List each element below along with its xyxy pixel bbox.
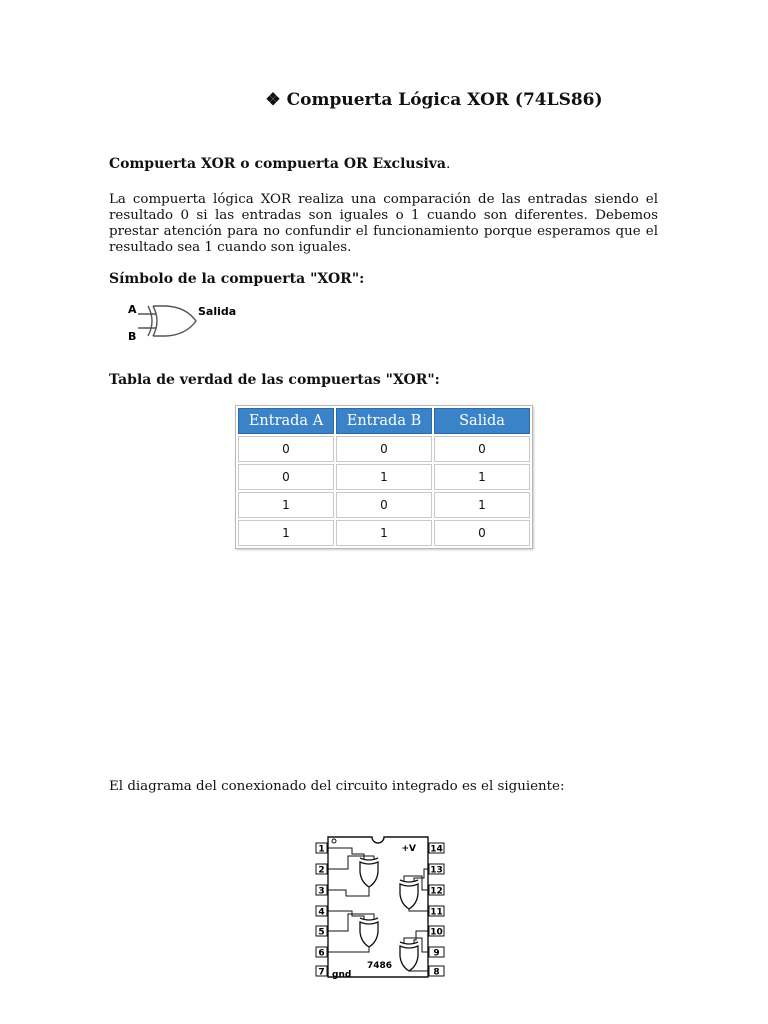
- description-paragraph: La compuerta lógica XOR realiza una comparación de las entradas siendo el resultado 0 si las entradas son iguales o 1 cuando son diferentes. Debemos prestar atención para no confundir el funcionamiento porque esperamos que el resultado sea 1 cuando son iguales.: [109, 192, 658, 255]
- subtitle: [109, 156, 450, 172]
- header-entrada-a: Entrada A: [238, 408, 334, 434]
- vcc-label: +V: [401, 844, 416, 854]
- subtitle-end: .: [445, 156, 451, 172]
- symbol-output-label: Salida: [198, 305, 237, 318]
- pin-left: 3: [318, 886, 325, 897]
- table-row: [238, 464, 530, 490]
- pin-right: 12: [430, 886, 443, 897]
- table-row: [238, 492, 530, 518]
- xor-gate-symbol: [124, 298, 254, 346]
- table-cell: 1: [434, 464, 530, 490]
- table-cell: 1: [238, 520, 334, 546]
- table-cell: 0: [336, 492, 432, 518]
- truth-table: [235, 405, 533, 549]
- pin-left: 1: [318, 844, 325, 855]
- header-salida: Salida: [434, 408, 530, 434]
- table-cell: 1: [434, 492, 530, 518]
- subtitle-bold: Compuerta XOR o compuerta OR Exclusiva: [109, 156, 446, 172]
- pin-right: 8: [433, 967, 440, 978]
- pin-left: 2: [318, 865, 325, 876]
- table-cell: 0: [238, 464, 334, 490]
- pin-right: 14: [430, 844, 443, 855]
- pin-right: 9: [433, 948, 440, 959]
- table-cell: 0: [434, 520, 530, 546]
- table-cell: 1: [238, 492, 334, 518]
- table-cell: 0: [434, 436, 530, 462]
- pin-left: 4: [318, 907, 325, 918]
- table-cell: 1: [336, 520, 432, 546]
- symbol-input-a: A: [128, 303, 137, 316]
- symbol-input-wires: [138, 314, 156, 328]
- page-title: [0, 90, 768, 110]
- table-cell: 1: [336, 464, 432, 490]
- table-row: [238, 520, 530, 546]
- table-cell: 0: [238, 436, 334, 462]
- symbol-heading: Símbolo de la compuerta "XOR":: [109, 271, 365, 287]
- diagram-intro-text: El diagrama del conexionado del circuito integrado es el siguiente:: [109, 779, 565, 794]
- symbol-xor-curve: [148, 306, 152, 336]
- header-entrada-b: Entrada B: [336, 408, 432, 434]
- table-cell: 0: [336, 436, 432, 462]
- symbol-input-b: B: [128, 330, 137, 343]
- diamond-bullet-icon: ❖: [265, 90, 281, 110]
- ic-pinout-diagram: [312, 832, 452, 982]
- pin-right: 10: [430, 927, 443, 938]
- table-heading: Tabla de verdad de las compuertas "XOR":: [109, 372, 440, 388]
- pin-left: 6: [318, 948, 325, 959]
- pin-left: 5: [318, 927, 325, 938]
- pin-right: 11: [430, 907, 443, 918]
- gnd-label: gnd: [332, 970, 352, 980]
- title-text: Compuerta Lógica XOR (74LS86): [286, 90, 603, 110]
- table-header-row: [238, 408, 530, 434]
- symbol-or-body: [153, 306, 196, 336]
- pin-right: 13: [430, 865, 443, 876]
- table-row: [238, 436, 530, 462]
- chip-label: 7486: [367, 961, 393, 971]
- pin-left: 7: [318, 967, 325, 978]
